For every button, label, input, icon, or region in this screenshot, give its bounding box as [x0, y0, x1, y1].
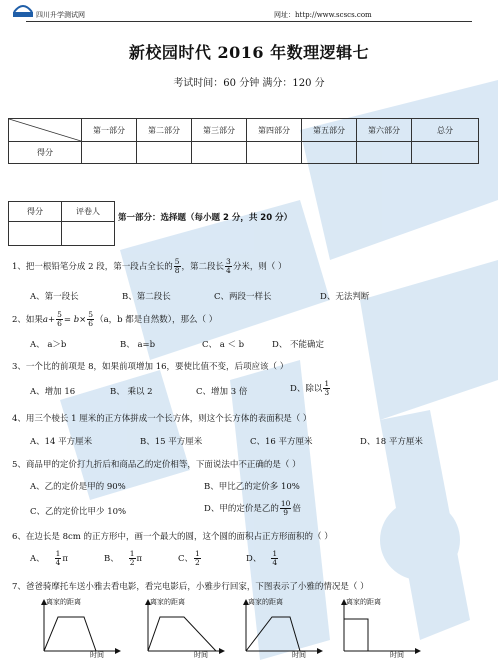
q6-option-d[interactable]: D、 $\frac{1}{4}$ [246, 549, 278, 567]
q6-option-b[interactable]: B、 $\frac{1}{2}$ π [104, 549, 143, 567]
score-cell-1 [82, 142, 137, 164]
header-divider [26, 21, 472, 22]
q2-option-c[interactable]: C、 a ＜ b [202, 340, 245, 350]
q4-option-d[interactable]: D、18 平方厘米 [360, 437, 423, 447]
question-4: 4、用三个棱长 1 厘米的正方体拼成一个长方体，则这个长方体的表面积是（ ） [12, 414, 312, 424]
score-header-5: 第五部分 [302, 119, 357, 142]
score-header-1: 第一部分 [82, 119, 137, 142]
q1-option-c[interactable]: C、两段一样长 [214, 292, 272, 302]
score-cell-3 [192, 142, 247, 164]
site-name: 四川升学测试网 [36, 11, 85, 19]
section-title: 第一部分：选择题（每小题 2 分，共 20 分） [118, 213, 293, 223]
score-cell-4 [247, 142, 302, 164]
q7-graph-b[interactable]: 离家的距离 时间 [140, 597, 232, 660]
q1-option-d[interactable]: D、无法判断 [320, 292, 370, 302]
score-cell-5 [302, 142, 357, 164]
fraction: $\frac{1}{2}$ [129, 549, 135, 567]
score-header-total: 总分 [412, 119, 479, 142]
fraction: $\frac{5}{6}$ [88, 310, 94, 328]
grader-name-label: 评卷人 [62, 202, 115, 222]
fraction: $\frac{3}{4}$ [226, 257, 231, 275]
fraction: $\frac{5}{8}$ [174, 257, 180, 275]
fraction: $\frac{5}{6}$ [57, 310, 62, 328]
q2-option-b[interactable]: B、 a=b [120, 340, 156, 350]
q7-graph-a[interactable]: 离家的距离 时间 [36, 597, 128, 660]
question-7: 7、爸爸骑摩托车送小雅去看电影，看完电影后，小雅步行回家，下图表示了小雅的情况是（ ） [12, 582, 369, 592]
q6-option-c[interactable]: C、 $\frac{1}{2}$ [178, 549, 200, 567]
question-6: 6、在边长是 8cm 的正方形中，画一个最大的圆，这个圆的面积占正方形面积的（ ） [12, 532, 333, 542]
question-2: 2、如果a+ $\frac{5}{6}$ = b× $\frac{5}{6}$ （a，b 都是自然数），那么（ ） [12, 310, 218, 328]
grader-name-cell [62, 222, 115, 246]
score-row-label: 得分 [9, 142, 82, 164]
grader-score-cell [9, 222, 62, 246]
q1-option-b[interactable]: B、第二段长 [122, 292, 171, 302]
score-cell-2 [137, 142, 192, 164]
score-header-2: 第二部分 [137, 119, 192, 142]
score-header-3: 第三部分 [192, 119, 247, 142]
q1-option-a[interactable]: A、第一段长 [30, 292, 79, 302]
q2-option-d[interactable]: D、 不能确定 [272, 340, 325, 350]
q5-option-c[interactable]: C、乙的定价比甲少 10% [30, 507, 127, 517]
q4-option-c[interactable]: C、16 平方厘米 [250, 437, 313, 447]
fraction: $\frac{10}{9}$ [280, 499, 291, 517]
q2-option-a[interactable]: A、 a＞b [30, 340, 67, 350]
site-url[interactable]: 网址：http://www.scscs.com [274, 11, 372, 19]
page-header [0, 0, 498, 22]
q6-option-a[interactable]: A、 $\frac{1}{4}$ π [30, 549, 69, 567]
question-3: 3、一个比的前项是 8，如果前项增加 16，要使比值不变，后项应该（ ） [12, 362, 289, 372]
score-cell-6 [357, 142, 412, 164]
q3-option-b[interactable]: B、 乘以 2 [110, 387, 153, 397]
q5-option-a[interactable]: A、乙的定价是甲的 90% [30, 482, 126, 492]
fraction: $\frac{1}{4}$ [55, 549, 61, 567]
exam-title: 新校园时代 2016 年数理逻辑七 [128, 43, 370, 62]
site-logo [12, 2, 34, 18]
q7-graph-d[interactable]: 离家的距离 时间 [336, 597, 428, 660]
grader-score-label: 得分 [9, 202, 62, 222]
q4-option-a[interactable]: A、14 平方厘米 [30, 437, 93, 447]
q4-option-b[interactable]: B、15 平方厘米 [140, 437, 203, 447]
score-table [8, 118, 479, 164]
question-1: 1、把一根铅笔分成 2 段，第一段占全长的 $\frac{5}{8}$ ，第二段长 $\frac{3}{4}$ 分米，则（ ） [12, 257, 287, 275]
q7-graph-c[interactable]: 离家的距离 时间 [238, 597, 330, 660]
question-5: 5、商品甲的定价打九折后和商品乙的定价相等，下面说法中不正确的是（ ） [12, 460, 301, 470]
fraction: $\frac{1}{2}$ [195, 549, 200, 567]
q5-option-d[interactable]: D、甲的定价是乙的 $\frac{10}{9}$ 倍 [204, 499, 301, 517]
score-cell-total [412, 142, 479, 164]
q3-option-a[interactable]: A、增加 16 [30, 387, 76, 397]
fraction: $\frac{1}{4}$ [272, 549, 278, 567]
q3-option-c[interactable]: C、增加 3 倍 [196, 387, 248, 397]
q3-option-d[interactable]: D、除以 $\frac{1}{3}$ [290, 379, 330, 397]
q5-option-b[interactable]: B、甲比乙的定价多 10% [204, 482, 300, 492]
score-header-6: 第六部分 [357, 119, 412, 142]
score-header-4: 第四部分 [247, 119, 302, 142]
exam-subtitle: 考试时间：60 分钟 满分：120 分 [173, 78, 325, 89]
fraction: $\frac{1}{3}$ [324, 379, 330, 397]
diagonal-corner-cell [9, 119, 82, 142]
grader-table [8, 201, 115, 246]
